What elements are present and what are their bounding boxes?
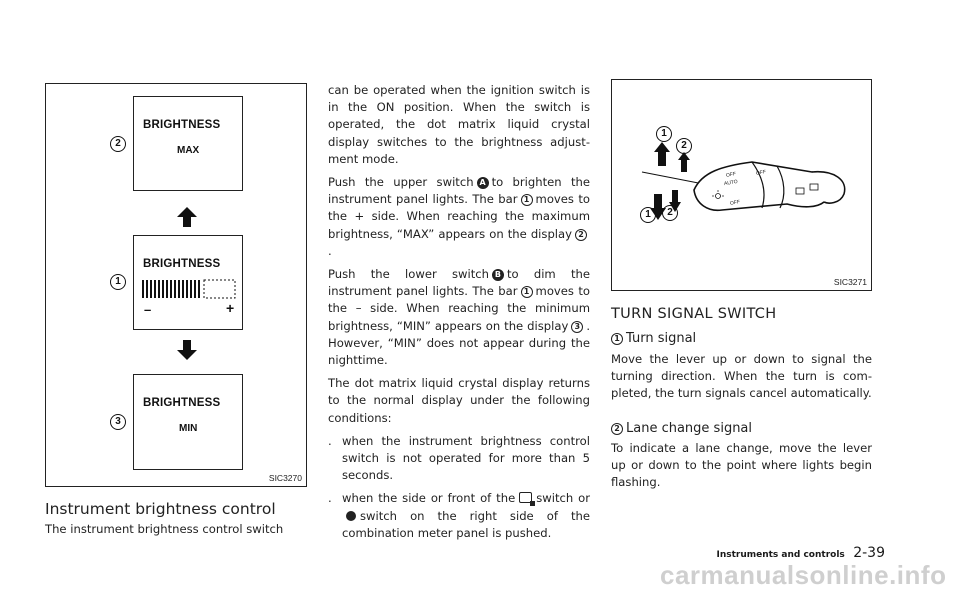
footer-page-number: 2-39 <box>853 545 885 561</box>
paragraph-upper-switch: Push the upper switch A to brighten the instrument panel lights. The bar 1 moves to the + side. When reaching the maximum brightness, “MAX” appears on the display 2. <box>328 175 590 258</box>
callout-up-2: 2 <box>676 138 692 154</box>
brightness-figure <box>45 83 307 487</box>
subheading-turn-signal: 1 Turn signal <box>611 331 696 346</box>
lever-label-off-3: OFF <box>729 199 741 207</box>
lcd-min-title: BRIGHTNESS <box>143 397 221 409</box>
callout-3: 3 <box>110 414 126 430</box>
subheading-lane-change: 2 Lane change signal <box>611 421 752 436</box>
turn-signal-lever-illustration <box>612 80 871 290</box>
middle-column <box>328 82 590 548</box>
paragraph-return-conditions: The dot matrix liquid crystal display returns to the normal display under the following conditions: <box>328 376 590 425</box>
section-heading-turn-signal: TURN SIGNAL SWITCH <box>611 306 777 322</box>
figure-caption-2: SIC3271 <box>833 277 867 287</box>
brightness-bar-graph <box>142 278 238 300</box>
callout-1: 1 <box>110 274 126 290</box>
lever-label-off-1: OFF <box>725 171 737 179</box>
bar-minus-sign: – <box>144 302 152 317</box>
lcd-bar-title: BRIGHTNESS <box>143 258 221 270</box>
figure-caption: SIC3270 <box>268 473 302 483</box>
lane-change-text: To indicate a lane change, move the lever up or down to the point where lights begin flashing. <box>611 441 872 490</box>
display-ref-2-icon: 2 <box>575 229 587 241</box>
paragraph-lower-switch: Push the lower switch B to dim the instrument panel lights. The bar 1 moves to the – side. When reaching the minimum brightness, “MIN” appears on the display 3 . However, “MIN” does not appear during the nighttime. <box>328 267 590 368</box>
subheading-num-1: 1 <box>611 333 623 345</box>
lcd-bar-display <box>133 235 243 330</box>
switch-a-icon: A <box>477 177 489 189</box>
turn-signal-figure <box>611 79 872 291</box>
trip-switch-icon <box>346 511 356 521</box>
lever-label-off-2: OFF <box>755 169 767 177</box>
lever-label-auto: AUTO <box>723 178 739 188</box>
lcd-max-value: MAX <box>177 145 200 156</box>
bullet-item-1: . when the instrument brightness control switch is not operated for more than 5 seconds. <box>328 433 590 483</box>
bar-plus-sign: + <box>226 300 235 316</box>
turn-signal-text: Move the lever up or down to signal the turning direction. When the turn is completed, the turn signals cancel automatically. <box>611 352 872 401</box>
lcd-min-value: MIN <box>179 423 198 434</box>
section-heading-brightness: Instrument brightness control <box>45 500 276 518</box>
arrow-up-icon <box>176 206 198 228</box>
bar-ref-1b-icon: 1 <box>521 286 533 298</box>
display-switch-icon <box>519 492 532 503</box>
lcd-min-display <box>133 374 243 470</box>
callout-down-1: 1 <box>640 207 656 223</box>
callout-up-1: 1 <box>656 126 672 142</box>
footer-section-name: Instruments and controls <box>716 550 845 560</box>
bullet-item-2: . when the side or front of the switch orswitch on the right side of the combination meter panel is pushed. <box>328 491 590 540</box>
arrow-down-icon <box>176 339 198 361</box>
callout-2: 2 <box>110 136 126 152</box>
bar-ref-1-icon: 1 <box>521 194 533 206</box>
brightness-intro-text: The instrument brightness control switch <box>45 522 284 536</box>
lcd-max-title: BRIGHTNESS <box>143 119 221 131</box>
lcd-max-display <box>133 96 243 191</box>
watermark[interactable]: carmanualsonline.info <box>660 560 947 590</box>
callout-down-2: 2 <box>662 205 678 221</box>
paragraph-ignition: can be operated when the ignition switch is in the ON position. When the switch is operated, the dot matrix liquid crystal display switches to the brightness adjustment mode. <box>328 83 590 166</box>
subheading-num-2: 2 <box>611 423 623 435</box>
display-ref-3-icon: 3 <box>571 321 583 333</box>
switch-b-icon: B <box>492 269 504 281</box>
